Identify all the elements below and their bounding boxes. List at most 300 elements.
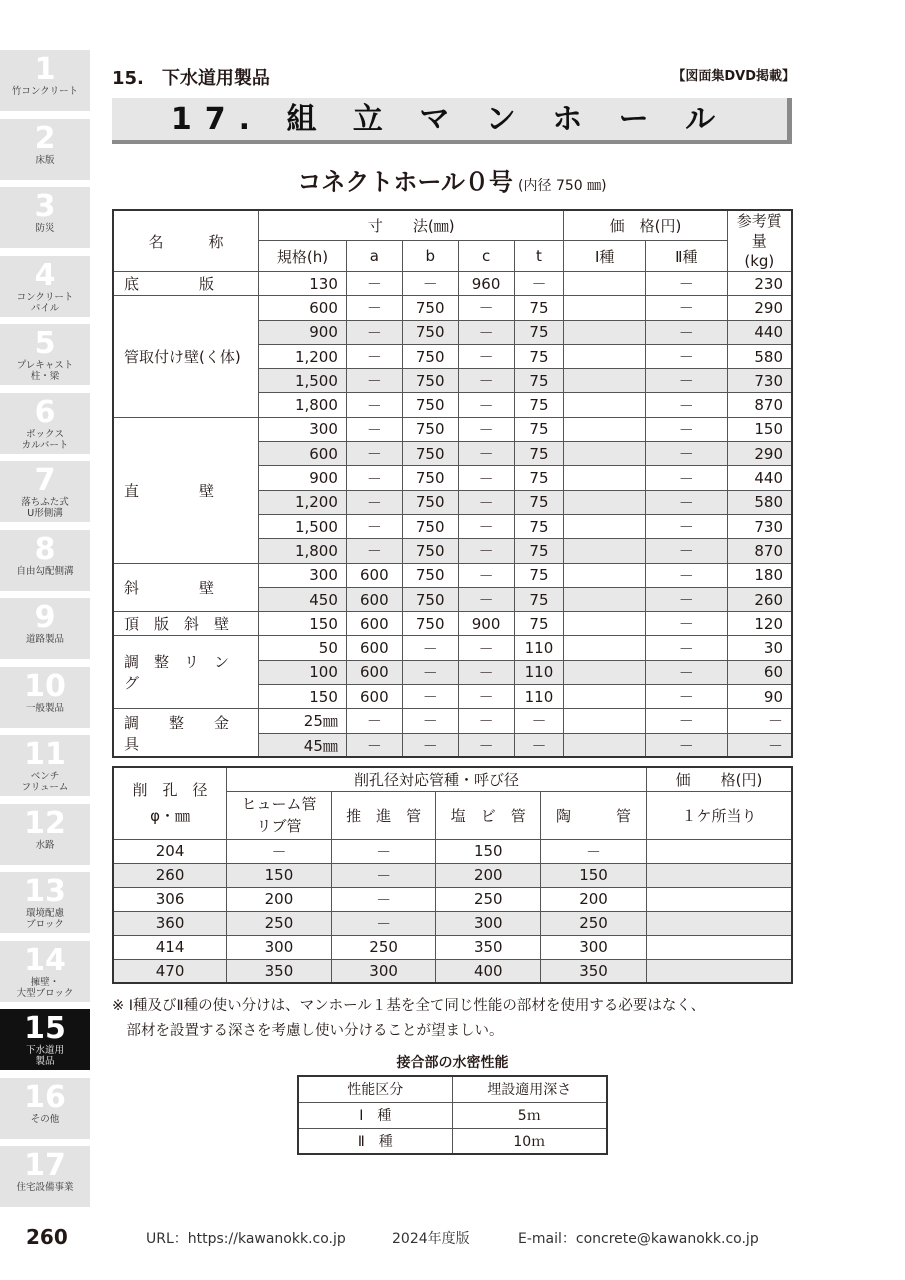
cell-w: 90 xyxy=(727,685,792,709)
cell-t: 75 xyxy=(514,466,564,490)
table-row xyxy=(113,296,792,320)
cell-h: 1,200 xyxy=(259,490,347,514)
cell-price xyxy=(646,839,792,863)
part-name-text: 調 整 リ ン グ xyxy=(124,653,245,693)
col-clay: 陶 管 xyxy=(541,791,647,839)
table-row xyxy=(113,911,792,935)
chapter-tab-number: 11 xyxy=(24,737,66,772)
chapter-tab-3[interactable] xyxy=(0,187,90,249)
cell-c: － xyxy=(458,733,514,757)
cell-c: － xyxy=(458,563,514,587)
col-t: t xyxy=(514,241,564,272)
col-per-hole: １ケ所当り xyxy=(646,791,792,839)
cell-h: 300 xyxy=(259,563,347,587)
usage-remark: ※ Ⅰ種及びⅡ種の使い分けは、マンホール１基を全て同じ性能の部材を使用する必要はなく、 部材を設置する深さを考慮し使い分けることが望ましい。 xyxy=(112,998,706,1039)
cell-a: 600 xyxy=(346,563,402,587)
cell-hume: 150 xyxy=(227,863,332,887)
table-row xyxy=(113,935,792,959)
cell-c: － xyxy=(458,344,514,368)
cell-depth: 5ｍ xyxy=(452,1102,607,1128)
cell-t: 75 xyxy=(514,587,564,611)
cell-c: － xyxy=(458,709,514,733)
cell-t: 75 xyxy=(514,344,564,368)
cell-b: － xyxy=(402,685,458,709)
cell-t: － xyxy=(514,709,564,733)
chapter-tab-17[interactable] xyxy=(0,1146,90,1208)
cell-c: － xyxy=(458,539,514,563)
cell-clay: 300 xyxy=(541,935,647,959)
cell-p2: － xyxy=(646,442,728,466)
cell-d: 470 xyxy=(113,959,227,983)
chapter-tab-number: 7 xyxy=(34,463,56,498)
cell-w: 440 xyxy=(727,320,792,344)
cell-p2: － xyxy=(646,539,728,563)
cell-p1 xyxy=(564,587,646,611)
product-subtitle xyxy=(112,162,792,197)
cell-c: － xyxy=(458,636,514,660)
cell-p2: － xyxy=(646,612,728,636)
cell-p2: － xyxy=(646,369,728,393)
cell-w: 60 xyxy=(727,660,792,684)
cell-p1 xyxy=(564,442,646,466)
cell-w: 260 xyxy=(727,587,792,611)
cell-clay: 350 xyxy=(541,959,647,983)
chapter-tab-number: 4 xyxy=(34,257,56,293)
chapter-tab-label: 床版 xyxy=(35,154,55,166)
cell-h: 600 xyxy=(259,296,347,320)
cell-c: － xyxy=(458,393,514,417)
chapter-tab-label: ボックス カルバート xyxy=(21,428,69,451)
cell-p1 xyxy=(564,490,646,514)
col-type2: Ⅱ種 xyxy=(646,241,728,272)
cell-w: 730 xyxy=(727,369,792,393)
table-row xyxy=(113,272,792,296)
chapter-tab-4[interactable] xyxy=(0,256,90,318)
cell-b: 750 xyxy=(402,587,458,611)
chapter-tab-number: 3 xyxy=(34,189,56,224)
cell-b: 750 xyxy=(402,344,458,368)
cell-push: 250 xyxy=(331,935,436,959)
cell-b: 750 xyxy=(402,417,458,441)
cell-h: 50 xyxy=(259,636,347,660)
cell-a: 600 xyxy=(346,636,402,660)
chapter-tab-14[interactable] xyxy=(0,941,90,1003)
cell-h: 100 xyxy=(259,660,347,684)
watertight-title: 接合部の水密性能 xyxy=(396,1055,509,1071)
cell-w: 30 xyxy=(727,636,792,660)
cell-a: － xyxy=(346,344,402,368)
cell-a: － xyxy=(346,393,402,417)
cell-pvc: 400 xyxy=(436,959,541,983)
cell-push: － xyxy=(331,839,436,863)
title-bar xyxy=(112,98,792,144)
cell-w: 230 xyxy=(727,272,792,296)
cell-p2: － xyxy=(646,490,728,514)
cell-p1 xyxy=(564,685,646,709)
cell-h: 1,200 xyxy=(259,344,347,368)
chapter-tab-label: その他 xyxy=(30,1113,60,1125)
cell-w: － xyxy=(727,709,792,733)
cell-a: － xyxy=(346,466,402,490)
cell-w: 290 xyxy=(727,296,792,320)
cell-p1 xyxy=(564,369,646,393)
cell-w: 440 xyxy=(727,466,792,490)
cell-a: － xyxy=(346,296,402,320)
cell-b: 750 xyxy=(402,490,458,514)
cell-push: － xyxy=(331,863,436,887)
chapter-tab-number: 16 xyxy=(24,1079,66,1115)
chapter-tab-label: 環境配慮 ブロック xyxy=(25,908,64,930)
col-a: a xyxy=(346,241,402,272)
cell-b: 750 xyxy=(402,442,458,466)
cell-h: 900 xyxy=(259,320,347,344)
cell-p1 xyxy=(564,466,646,490)
parts-table xyxy=(112,209,793,758)
cell-d: 260 xyxy=(113,863,227,887)
cell-c: － xyxy=(458,514,514,538)
chapter-tab-label: 防災 xyxy=(35,223,55,234)
cell-t: 110 xyxy=(514,685,564,709)
chapter-tab-10[interactable] xyxy=(0,667,90,729)
cell-a: － xyxy=(346,514,402,538)
footer xyxy=(0,1225,905,1249)
cell-h: 900 xyxy=(259,466,347,490)
cell-clay: － xyxy=(541,839,647,863)
chapter-tab-15[interactable] xyxy=(0,1009,90,1071)
chapter-tab-number: 2 xyxy=(34,120,56,156)
cell-c: － xyxy=(458,587,514,611)
cell-c: － xyxy=(458,320,514,344)
cell-d: 414 xyxy=(113,935,227,959)
chapter-tab-number: 5 xyxy=(34,326,56,361)
chapter-tab-number: 15 xyxy=(24,1011,66,1046)
cell-c: － xyxy=(458,417,514,441)
cell-b: 750 xyxy=(402,369,458,393)
cell-b: 750 xyxy=(402,320,458,344)
part-name xyxy=(113,636,259,709)
cell-c: － xyxy=(458,660,514,684)
cell-p2: － xyxy=(646,636,728,660)
cell-c: － xyxy=(458,369,514,393)
part-name-text: 頂 版 斜 壁 xyxy=(124,615,230,634)
cell-b: 750 xyxy=(402,514,458,538)
cell-t: 75 xyxy=(514,369,564,393)
cell-a: 600 xyxy=(346,660,402,684)
cell-p1 xyxy=(564,344,646,368)
cell-p1 xyxy=(564,636,646,660)
chapter-tab-8[interactable] xyxy=(0,530,90,592)
col-weight: 参考質量 (kg) xyxy=(727,210,792,272)
cell-c: 900 xyxy=(458,612,514,636)
cell-h: 1,800 xyxy=(259,393,347,417)
chapter-tab-label: 自由勾配側溝 xyxy=(16,565,74,577)
cell-w: 870 xyxy=(727,539,792,563)
cell-b: － xyxy=(402,272,458,296)
cell-hume: 200 xyxy=(227,887,332,911)
chapter-tab-number: 1 xyxy=(34,52,56,87)
part-name xyxy=(113,563,259,612)
cell-c: － xyxy=(458,490,514,514)
cell-p2: － xyxy=(646,709,728,733)
cell-t: 75 xyxy=(514,514,564,538)
cell-a: － xyxy=(346,320,402,344)
cell-p1 xyxy=(564,272,646,296)
chapter-tab-label: 一般製品 xyxy=(25,702,64,714)
cell-c: 960 xyxy=(458,272,514,296)
cell-b: 750 xyxy=(402,466,458,490)
chapter-tab-number: 6 xyxy=(34,394,56,430)
chapter-tab-label: 道路製品 xyxy=(25,634,64,645)
footer-year: 2024年度版 xyxy=(392,1231,470,1247)
cell-a: － xyxy=(346,417,402,441)
cell-b: 750 xyxy=(402,612,458,636)
cell-depth: 10ｍ xyxy=(452,1128,607,1154)
cell-p2: － xyxy=(646,660,728,684)
part-name xyxy=(113,417,259,563)
table-row xyxy=(113,636,792,660)
cell-w: 870 xyxy=(727,393,792,417)
cell-a: － xyxy=(346,442,402,466)
cell-h: 1,500 xyxy=(259,514,347,538)
cell-t: 75 xyxy=(514,563,564,587)
cell-w: 120 xyxy=(727,612,792,636)
cell-h: 150 xyxy=(259,685,347,709)
col-hume: ヒューム管 リブ管 xyxy=(227,791,332,839)
cell-t: － xyxy=(514,272,564,296)
cell-a: － xyxy=(346,490,402,514)
chapter-tab-number: 14 xyxy=(24,942,66,978)
chapter-tab-label: 住宅設備事業 xyxy=(16,1182,74,1193)
cell-p2: － xyxy=(646,344,728,368)
chapter-tab-5[interactable] xyxy=(0,324,90,386)
cell-push: － xyxy=(331,887,436,911)
col-push: 推 進 管 xyxy=(331,791,436,839)
drilling-table xyxy=(112,766,793,984)
cell-push: － xyxy=(331,911,436,935)
chapter-tab-7[interactable] xyxy=(0,461,90,523)
cell-p1 xyxy=(564,539,646,563)
cell-d: 360 xyxy=(113,911,227,935)
cell-c: － xyxy=(458,466,514,490)
cell-p1 xyxy=(564,660,646,684)
table-row xyxy=(113,863,792,887)
cell-clay: 200 xyxy=(541,887,647,911)
part-name xyxy=(113,612,259,636)
cell-class: Ⅱ 種 xyxy=(298,1128,452,1154)
cell-t: 75 xyxy=(514,612,564,636)
cell-t: 75 xyxy=(514,417,564,441)
col-drill-price: 価 格(円) xyxy=(646,767,792,791)
col-pvc: 塩 ビ 管 xyxy=(436,791,541,839)
part-name xyxy=(113,272,259,296)
cell-w: 150 xyxy=(727,417,792,441)
cell-t: 75 xyxy=(514,490,564,514)
cell-p2: － xyxy=(646,685,728,709)
footer-email[interactable]: E-mail：concrete@kawanokk.co.jp xyxy=(518,1231,759,1247)
footer-url[interactable]: URL：https://kawanokk.co.jp xyxy=(146,1231,346,1247)
cell-h: 450 xyxy=(259,587,347,611)
table-row xyxy=(298,1128,607,1154)
cell-d: 306 xyxy=(113,887,227,911)
table-row xyxy=(113,563,792,587)
cell-t: 75 xyxy=(514,442,564,466)
chapter-tab-number: 10 xyxy=(24,668,66,704)
cell-p2: － xyxy=(646,272,728,296)
product-diameter: (内径 750 ㎜) xyxy=(518,178,607,194)
table-row xyxy=(113,839,792,863)
cell-c: － xyxy=(458,296,514,320)
chapter-tab-number: 9 xyxy=(34,600,56,635)
dvd-label: 【図面集DVD掲載】 xyxy=(672,69,795,84)
col-diameter: 削 孔 径 φ・㎜ xyxy=(113,767,227,839)
chapter-tab-16[interactable] xyxy=(0,1078,90,1140)
col-type1: Ⅰ種 xyxy=(564,241,646,272)
col-spec: 規格(h) xyxy=(259,241,347,272)
cell-hume: － xyxy=(227,839,332,863)
cell-t: 110 xyxy=(514,636,564,660)
cell-t: 75 xyxy=(514,539,564,563)
page-number: 260 xyxy=(26,1225,68,1249)
col-class: 性能区分 xyxy=(298,1076,452,1102)
cell-t: 110 xyxy=(514,660,564,684)
chapter-tab-11[interactable] xyxy=(0,735,90,797)
cell-price xyxy=(646,887,792,911)
part-name xyxy=(113,709,259,758)
cell-a: － xyxy=(346,709,402,733)
cell-push: 300 xyxy=(331,959,436,983)
chapter-tab-label: 擁壁・ 大型ブロック xyxy=(16,976,74,999)
col-name: 名 称 xyxy=(113,210,259,272)
cell-p2: － xyxy=(646,514,728,538)
chapter-tab-1[interactable] xyxy=(0,50,90,112)
chapter-tab-label: ベンチ フリューム xyxy=(21,771,69,793)
part-name-text: 底 版 xyxy=(124,275,215,294)
cell-p1 xyxy=(564,709,646,733)
cell-b: 750 xyxy=(402,563,458,587)
table-row xyxy=(298,1102,607,1128)
section-title: 15. 下水道用製品 xyxy=(112,68,270,89)
table-row xyxy=(113,417,792,441)
cell-p1 xyxy=(564,320,646,344)
col-dims: 寸 法(㎜) xyxy=(259,210,564,241)
table-row xyxy=(113,612,792,636)
cell-p2: － xyxy=(646,417,728,441)
cell-h: 1,800 xyxy=(259,539,347,563)
cell-t: 75 xyxy=(514,320,564,344)
cell-h: 25㎜ xyxy=(259,709,347,733)
cell-p1 xyxy=(564,733,646,757)
cell-price xyxy=(646,911,792,935)
chapter-tab-2[interactable] xyxy=(0,119,90,181)
cell-b: 750 xyxy=(402,539,458,563)
table-row xyxy=(113,887,792,911)
cell-w: 580 xyxy=(727,490,792,514)
cell-h: 130 xyxy=(259,272,347,296)
cell-d: 204 xyxy=(113,839,227,863)
cell-p2: － xyxy=(646,733,728,757)
product-name: コネクトホール０号 xyxy=(297,168,513,196)
chapter-tab-number: 12 xyxy=(24,805,66,841)
col-pipe-types: 削孔径対応管種・呼び径 xyxy=(227,767,647,791)
page-title: 17. 組 立 マ ン ホ ー ル xyxy=(170,102,729,137)
cell-price xyxy=(646,863,792,887)
cell-a: － xyxy=(346,369,402,393)
cell-b: － xyxy=(402,733,458,757)
cell-a: 600 xyxy=(346,587,402,611)
col-price: 価 格(円) xyxy=(564,210,727,241)
cell-hume: 300 xyxy=(227,935,332,959)
cell-a: － xyxy=(346,272,402,296)
cell-clay: 150 xyxy=(541,863,647,887)
cell-b: 750 xyxy=(402,296,458,320)
cell-a: 600 xyxy=(346,612,402,636)
cell-b: － xyxy=(402,660,458,684)
cell-class: Ⅰ 種 xyxy=(298,1102,452,1128)
cell-p2: － xyxy=(646,393,728,417)
cell-a: － xyxy=(346,539,402,563)
cell-h: 600 xyxy=(259,442,347,466)
cell-pvc: 250 xyxy=(436,887,541,911)
table-row xyxy=(113,959,792,983)
part-name-text: 直 壁 xyxy=(124,481,215,500)
part-name-text: 調 整 金 具 xyxy=(124,713,260,753)
cell-w: 730 xyxy=(727,514,792,538)
cell-p1 xyxy=(564,612,646,636)
cell-a: 600 xyxy=(346,685,402,709)
cell-a: － xyxy=(346,733,402,757)
cell-pvc: 350 xyxy=(436,935,541,959)
watertight-table xyxy=(297,1075,608,1155)
cell-hume: 350 xyxy=(227,959,332,983)
chapter-tab-label: 水路 xyxy=(35,839,55,851)
cell-p2: － xyxy=(646,320,728,344)
part-name-text: 管取付け壁(く体) xyxy=(124,348,241,367)
chapter-tab-6[interactable] xyxy=(0,393,90,455)
cell-h: 1,500 xyxy=(259,369,347,393)
cell-p1 xyxy=(564,296,646,320)
cell-p2: － xyxy=(646,296,728,320)
cell-b: － xyxy=(402,636,458,660)
chapter-tab-label: 竹コンクリート xyxy=(11,86,79,97)
cell-w: － xyxy=(727,733,792,757)
chapter-tab-label: 落ちふた式 U形側溝 xyxy=(21,497,69,519)
chapter-tab-number: 17 xyxy=(24,1148,66,1183)
cell-h: 300 xyxy=(259,417,347,441)
part-name xyxy=(113,296,259,417)
chapter-tab-label: コンクリート パイル xyxy=(16,291,74,314)
col-c: c xyxy=(458,241,514,272)
cell-price xyxy=(646,935,792,959)
cell-p1 xyxy=(564,514,646,538)
table-row xyxy=(113,709,792,733)
cell-hume: 250 xyxy=(227,911,332,935)
chapter-tab-13[interactable] xyxy=(0,872,90,934)
chapter-tab-number: 8 xyxy=(34,531,56,567)
chapter-tab-9[interactable] xyxy=(0,598,90,660)
cell-p1 xyxy=(564,393,646,417)
col-depth: 埋設適用深さ xyxy=(452,1076,607,1102)
col-b: b xyxy=(402,241,458,272)
cell-p2: － xyxy=(646,587,728,611)
cell-h: 150 xyxy=(259,612,347,636)
cell-h: 45㎜ xyxy=(259,733,347,757)
cell-w: 180 xyxy=(727,563,792,587)
chapter-tab-12[interactable] xyxy=(0,804,90,866)
cell-p1 xyxy=(564,417,646,441)
cell-c: － xyxy=(458,442,514,466)
cell-price xyxy=(646,959,792,983)
cell-b: 750 xyxy=(402,393,458,417)
